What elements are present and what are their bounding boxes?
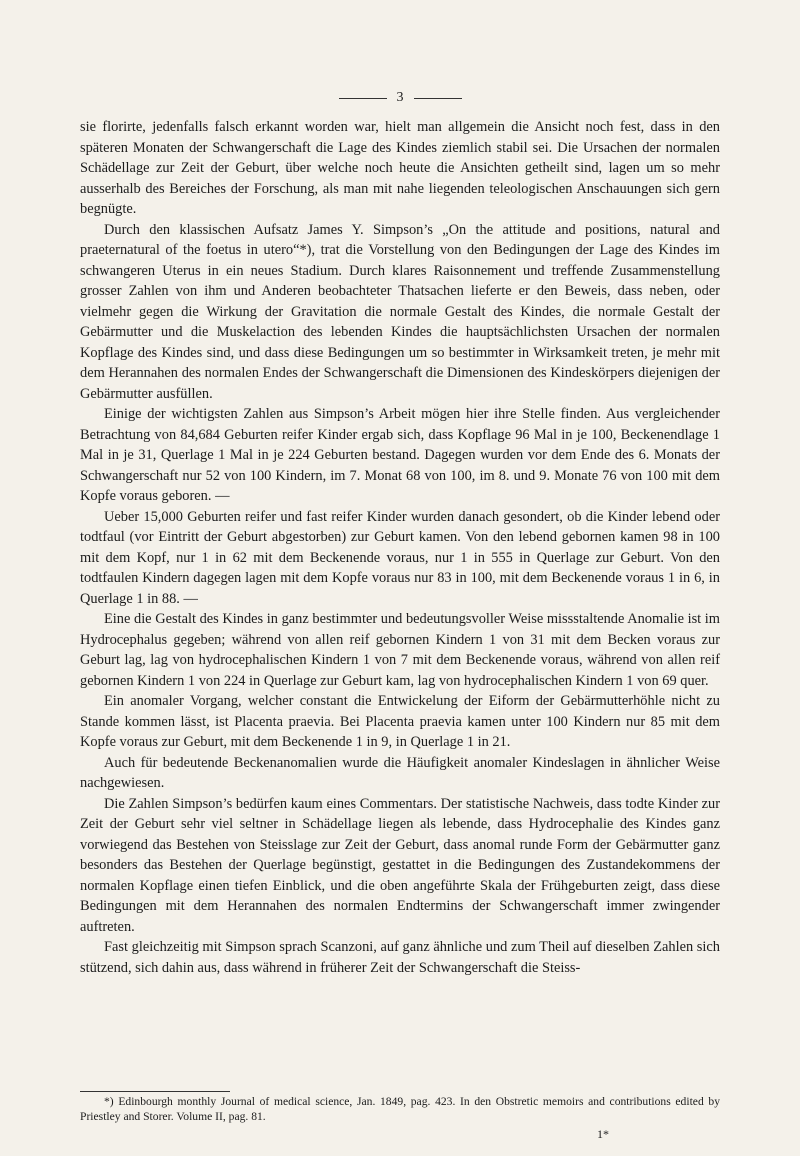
page-header	[0, 90, 800, 106]
paragraph: Fast gleichzeitig mit Simpson sprach Scanzoni, auf ganz ähnliche und zum Theil auf dieselben Zahlen sich stützend, sich dahin aus, dass während in früherer Zeit der Schwangerschaft die Steiss-	[80, 939, 720, 976]
header-rule-left	[339, 98, 387, 99]
header-rule-right	[414, 98, 462, 99]
footnote-text: *) Edinbourgh monthly Journal of medical science, Jan. 1849, pag. 423. In den Obstretic memoirs and contributions edited by Priestley and Storer. Volume II, pag. 81.	[80, 1095, 720, 1123]
paragraph: Eine die Gestalt des Kindes in ganz bestimmter und bedeutungsvoller Weise missstaltende Anomalie ist im Hydrocephalus gegeben; während von allen reif gebornen Kindern 1 von 31 mit dem Becken voraus zur Geburt lag, lag von hydrocephalischen Kindern 1 von 7 mit dem Beckenende voraus, während von allen reif gebornen Kindern 1 von 224 in Querlage zur Geburt kam, lag von hydrocephalischen Kindern 1 von 69 quer.	[80, 611, 720, 689]
signature-mark: 1*	[597, 1127, 609, 1141]
paragraph: Die Zahlen Simpson’s bedürfen kaum eines Commentars. Der statistische Nachweis, dass todte Kinder zur Zeit der Geburt sehr viel seltner in Schädellage liegen als lebende, dass Hydrocephalie des Kindes ganz vorwiegend das Bestehen von Steisslage zur Zeit der Geburt, dass anomal runde Form der Gebärmutter ganz besonders das Bestehen der Querlage begünstigt, gestattet in die Bedingungen des Zustandekommens der normalen Kopflage einen tiefen Einblick, und die oben angeführte Skala der Frühgeburten zeigt, dass diese Bedingungen mit dem Herannahen des normalen Endtermins der Schwangerschaft immer zwingender auftreten.	[80, 795, 720, 935]
footnote-rule	[80, 1091, 230, 1092]
paragraph: Einige der wichtigsten Zahlen aus Simpson’s Arbeit mögen hier ihre Stelle finden. Aus vergleichender Betrachtung von 84,684 Geburten reifer Kinder ergab sich, dass Kopflage 96 Mal in je 100, Beckenendlage 1 Mal in je 31, Querlage 1 Mal in je 224 Geburten bestand. Dagegen wurden vor dem Ende des 6. Monats der Schwangerschaft nur 52 von 100 Kindern, im 7. Monat 68 von 100, im 8. und 9. Monate 76 von 100 mit dem Kopfe voraus geboren. —	[80, 406, 720, 504]
footnote	[80, 1094, 720, 1124]
paragraph: Ein anomaler Vorgang, welcher constant die Entwickelung der Eiform der Gebärmutterhöhle nicht zu Stande kommen lässt, ist Placenta praevia. Bei Placenta praevia kamen unter 100 Kindern nur 85 mit dem Kopfe voraus zur Geburt, mit dem Beckenende 1 in 9, in Querlage 1 in 21.	[80, 693, 720, 750]
paragraph: Ueber 15,000 Geburten reifer und fast reifer Kinder wurden danach gesondert, ob die Kinder lebend oder todtfaul (vor Eintritt der Geburt abgestorben) zur Geburt kamen. Von den lebend gebornen kamen 98 in 100 mit dem Kopf, nur 1 in 62 mit dem Beckenende voraus, nur 1 in 555 in Querlage zur Geburt. Von den todtfaulen Kindern dagegen lagen mit dem Kopfe voraus nur 83 in 100, mit dem Beckenende voraus 1 in 6, in Querlage 1 in 88. —	[80, 508, 720, 607]
body-text	[80, 117, 720, 978]
page-number: 3	[396, 90, 404, 105]
paragraph: Auch für bedeutende Beckenanomalien wurde die Häufigkeit anomaler Kindeslagen in ähnlicher Weise nachgewiesen.	[80, 754, 720, 791]
paragraph: sie florirte, jedenfalls falsch erkannt worden war, hielt man allgemein die Ansicht noch fest, dass in den späteren Monaten der Schwangerschaft die Lage des Kindes ziemlich stabil sei. Die Ursachen der normalen Schädellage zur Zeit der Geburt, über welche noch heute die Ansichten getheilt sind, lagen um so mehr ausserhalb des Bereiches der Forschung, als man mit nahe liegenden teleologischen Anschauungen sich gern begnügte.	[80, 119, 720, 217]
paragraph: Durch den klassischen Aufsatz James Y. Simpson’s „On the attitude and positions, natural and praeternatural of the foetus in utero“*), trat die Vorstellung von den Bedingungen der Lage des Kindes im schwangeren Uterus in ein neues Stadium. Durch klares Raisonnement und treffende Zusammenstellung grosser Zahlen von ihm und Anderen beobachteter Thatsachen lieferte er den Beweis, dass neben, oder vielmehr gegen die Wirkung der Gravitation die normale Gestalt des Kindes, die normale Gestalt der Gebärmutter und die Muskelaction des lebenden Kindes die hauptsächlichsten Ursachen der normalen Kopflage des Kindes sind, und dass diese Bedingungen um so bestimmter in Wirksamkeit treten, je mehr mit dem Herannahen des normalen Endes der Schwangerschaft die Dimensionen des Kindeskörpers diejenigen der Gebärmutter ausfüllen.	[80, 221, 720, 402]
